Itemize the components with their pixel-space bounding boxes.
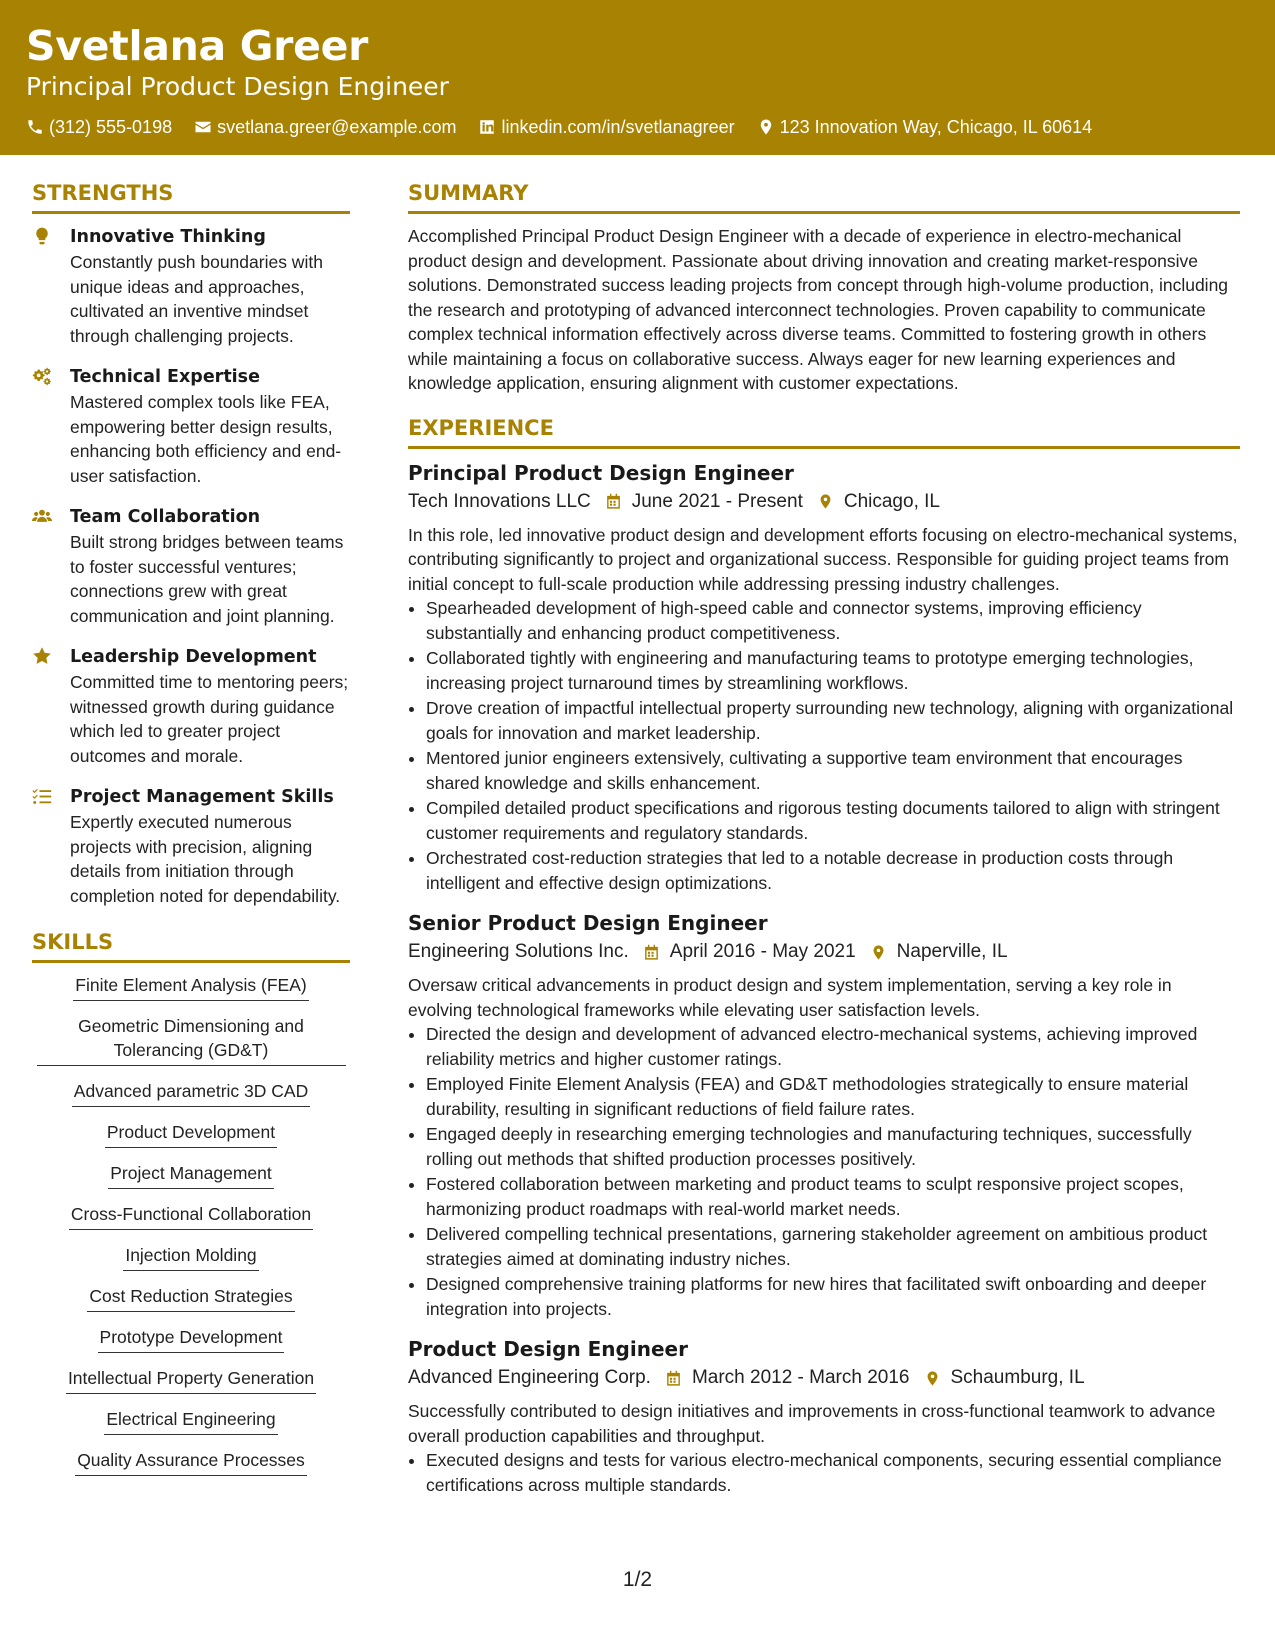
job-bullet: • Mentored junior engineers extensively, cultivating a supportive team environment that encourages shared knowledge and skills enhancement. xyxy=(426,746,1240,795)
skill-tag: Advanced parametric 3D CAD xyxy=(72,1079,310,1107)
envelope-icon xyxy=(194,118,212,136)
job-bullet: • Compiled detailed product specifications and rigorous testing documents tailored to align with stringent customer requirements and regulatory standards. xyxy=(426,796,1240,845)
map-pin-icon xyxy=(924,1370,941,1387)
job-description: Oversaw critical advancements in product design and system implementation, serving a key role in evolving technological frameworks while elevating user satisfaction levels. xyxy=(408,975,1172,1020)
summary-heading: SUMMARY xyxy=(408,179,1240,214)
strength-title: Project Management Skills xyxy=(70,787,334,807)
strength-item xyxy=(32,364,350,488)
job-location: Naperville, IL xyxy=(896,941,1008,962)
strength-desc: Committed time to mentoring peers; witnessed growth during guidance which led to greater project outcomes and morale. xyxy=(70,672,349,766)
job-bullet: • Designed comprehensive training platforms for new hires that facilitated swift onboarding and deeper integration into projects. xyxy=(426,1272,1240,1321)
job-entry xyxy=(408,909,1240,1321)
skills-list xyxy=(32,973,350,1489)
calendar-icon xyxy=(643,944,660,961)
job-company: Advanced Engineering Corp. xyxy=(408,1367,651,1388)
email-text: svetlana.greer@example.com xyxy=(217,117,457,137)
job-entry xyxy=(408,459,1240,896)
strength-item xyxy=(32,224,350,348)
job-meta xyxy=(408,1363,1240,1393)
skill-tag: Electrical Engineering xyxy=(104,1407,277,1435)
job-location: Chicago, IL xyxy=(843,490,940,512)
candidate-role: Principal Product Design Engineer xyxy=(26,72,449,101)
job-description: In this role, led innovative product design and development efforts focusing on electro-mechanical systems, contributing significantly to project and organizational success. Responsible for guiding project teams from initial concept to full-scale production while addressing pressing industry challenges. xyxy=(408,524,1238,594)
strength-title: Innovative Thinking xyxy=(70,227,266,247)
job-title: Senior Product Design Engineer xyxy=(408,911,768,935)
skill-tag: Project Management xyxy=(108,1161,273,1189)
skill-tag: Product Development xyxy=(105,1120,277,1148)
page-number: 1/2 xyxy=(622,1568,653,1591)
address-text: 123 Innovation Way, Chicago, IL 60614 xyxy=(779,117,1093,137)
job-company: Engineering Solutions Inc. xyxy=(408,941,629,962)
skill-tag: Geometric Dimensioning and Tolerancing (GD&T) xyxy=(37,1014,346,1066)
job-bullet: • Spearheaded development of high-speed cable and connector systems, improving efficiency substantially and enhancing product competitiveness. xyxy=(426,596,1240,645)
job-bullet: • Drove creation of impactful intellectual property surrounding new technology, aligning with organizational goals for innovation and market leadership. xyxy=(426,696,1240,745)
summary-text: Accomplished Principal Product Design Engineer with a decade of experience in electro-mechanical product design and development. Passionate about driving innovation and creating market-responsive solutions. Demonstrated success leading projects from concept through high-volume production, including the research and prototyping of advanced interconnect technologies. Proven capability to communicate complex technical information effectively across diverse teams. Committed to fostering growth in others while maintaining a focus on collaborative success. Always eager for new learning experiences and knowledge application, ensuring alignment with customer expectations. xyxy=(408,226,1229,393)
job-description: Successfully contributed to design initiatives and improvements in cross-functional teamwork to advance overall production capabilities and throughput. xyxy=(408,1401,1216,1446)
linkedin-text: linkedin.com/in/svetlanagreer xyxy=(501,117,735,137)
map-pin-icon xyxy=(757,118,775,136)
job-bullet: • Executed designs and tests for various electro-mechanical components, securing essential compliance certifications across multiple standards. xyxy=(426,1448,1240,1497)
phone-text: (312) 555-0198 xyxy=(49,117,173,137)
job-meta xyxy=(408,487,1240,517)
strength-item xyxy=(32,504,350,628)
job-title: Product Design Engineer xyxy=(408,1337,688,1361)
job-company: Tech Innovations LLC xyxy=(408,490,591,512)
contact-bar xyxy=(26,115,1275,139)
job-bullets xyxy=(408,1022,1240,1321)
strength-desc: Built strong bridges between teams to foster successful ventures; connections grew with great communication and joint planning. xyxy=(70,532,344,626)
candidate-name: Svetlana Greer xyxy=(26,22,369,70)
job-bullet: • Delivered compelling technical presentations, garnering stakeholder agreement on ambitious product strategies aimed at dominating industry niches. xyxy=(426,1222,1240,1271)
map-pin-icon xyxy=(870,944,887,961)
job-bullet: • Orchestrated cost-reduction strategies that led to a notable decrease in production costs through intelligent and effective design optimizations. xyxy=(426,846,1240,895)
contact-phone[interactable] xyxy=(26,115,172,139)
skill-tag: Finite Element Analysis (FEA) xyxy=(73,973,308,1001)
skill-tag: Intellectual Property Generation xyxy=(66,1366,316,1394)
strength-title: Team Collaboration xyxy=(70,507,261,527)
strength-desc: Expertly executed numerous projects with precision, aligning details from initiation through completion noted for dependability. xyxy=(70,812,341,906)
job-meta xyxy=(408,937,1240,967)
left-column xyxy=(32,179,350,1511)
job-dates: April 2016 - May 2021 xyxy=(669,941,856,962)
strength-desc: Constantly push boundaries with unique ideas and approaches, cultivated an inventive mindset through challenging projects. xyxy=(70,252,323,346)
skill-tag: Cross-Functional Collaboration xyxy=(69,1202,313,1230)
job-bullet: • Engaged deeply in researching emerging technologies and manufacturing techniques, successfully rolling out methods that shifted production processes positively. xyxy=(426,1122,1240,1171)
job-bullet: • Fostered collaboration between marketing and product teams to sculpt responsive project scopes, harmonizing product roadmaps with real-world market needs. xyxy=(426,1172,1240,1221)
experience-heading: EXPERIENCE xyxy=(408,414,1240,449)
checklist-icon xyxy=(32,786,52,806)
skill-tag: Injection Molding xyxy=(123,1243,258,1271)
strengths-heading: STRENGTHS xyxy=(32,179,350,214)
job-bullet: • Directed the design and development of advanced electro-mechanical systems, achieving improved reliability metrics and higher customer ratings. xyxy=(426,1022,1240,1071)
strength-desc: Mastered complex tools like FEA, empowering better design results, enhancing both efficiency and end-user satisfaction. xyxy=(70,392,342,486)
skill-tag: Prototype Development xyxy=(98,1325,285,1353)
gears-icon xyxy=(32,366,52,386)
skill-tag: Quality Assurance Processes xyxy=(75,1448,307,1476)
map-pin-icon xyxy=(817,493,834,510)
skills-heading: SKILLS xyxy=(32,928,350,963)
users-icon xyxy=(32,506,52,526)
skill-tag: Cost Reduction Strategies xyxy=(87,1284,294,1312)
job-title: Principal Product Design Engineer xyxy=(408,460,794,485)
strength-title: Technical Expertise xyxy=(70,367,260,387)
job-location: Schaumburg, IL xyxy=(950,1367,1085,1388)
job-entry xyxy=(408,1335,1240,1497)
job-bullets xyxy=(408,596,1240,895)
right-column xyxy=(408,179,1240,1511)
strength-title: Leadership Development xyxy=(70,647,317,667)
job-dates: June 2021 - Present xyxy=(631,490,803,512)
linkedin-icon xyxy=(478,118,496,136)
strength-item xyxy=(32,784,350,908)
resume-body xyxy=(0,155,1275,1511)
calendar-icon xyxy=(605,493,622,510)
job-dates: March 2012 - March 2016 xyxy=(691,1367,910,1388)
resume-header xyxy=(0,0,1275,155)
contact-email[interactable] xyxy=(194,115,456,139)
job-bullets xyxy=(408,1448,1240,1497)
star-icon xyxy=(32,646,52,666)
calendar-icon xyxy=(665,1370,682,1387)
job-bullet: • Employed Finite Element Analysis (FEA) and GD&T methodologies strategically to ensure material durability, resulting in significant reductions of field failure rates. xyxy=(426,1072,1240,1121)
lightbulb-icon xyxy=(32,226,52,246)
strength-item xyxy=(32,644,350,768)
job-bullet: • Collaborated tightly with engineering and manufacturing teams to prototype emerging technologies, increasing project turnaround times by streamlining workflows. xyxy=(426,646,1240,695)
contact-linkedin[interactable] xyxy=(478,115,734,139)
contact-address xyxy=(757,115,1093,139)
phone-icon xyxy=(26,118,44,136)
